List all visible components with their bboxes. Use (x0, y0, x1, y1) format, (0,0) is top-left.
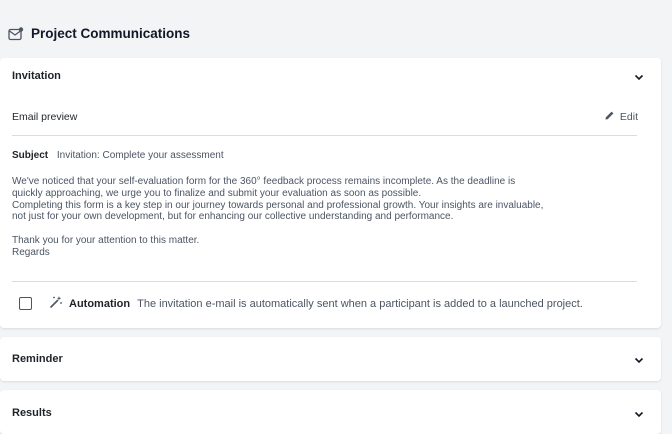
pencil-icon (604, 110, 615, 124)
email-body-line: Completing this form is a key step in our journey towards personal and professional growth. Your insights are invaluable, (12, 199, 544, 211)
email-body-line: not just for your own development, but for enhancing our collective understanding and performance. (12, 211, 454, 223)
results-title[interactable]: Results (12, 407, 52, 419)
subject-row (12, 150, 224, 161)
edit-button[interactable] (604, 110, 638, 124)
page-header (8, 26, 190, 41)
invitation-section (0, 58, 661, 328)
reminder-title[interactable]: Reminder (12, 353, 63, 365)
chevron-down-icon[interactable] (633, 354, 645, 366)
page-title: Project Communications (31, 26, 191, 41)
edit-label: Edit (619, 111, 638, 123)
subject-label: Subject (12, 150, 49, 161)
reminder-section[interactable] (0, 337, 661, 381)
email-body-line: We've noticed that your self-evaluation form for the 360° feedback process remains incomplete. As the deadline is (12, 176, 516, 187)
email-body (12, 176, 642, 259)
mail-notification-icon (8, 27, 24, 41)
chevron-down-icon[interactable] (633, 408, 645, 420)
email-body-line: Thank you for your attention to this matter. (12, 235, 200, 247)
email-body-line: quickly approaching, we urge you to finalize and submit your evaluation as soon as possible. (12, 187, 422, 199)
email-body-line: Regards (12, 246, 50, 258)
automation-title: Automation (69, 297, 131, 310)
magic-wand-icon (49, 295, 63, 312)
chevron-down-icon[interactable] (633, 71, 645, 83)
automation-description: The invitation e-mail is automatically sent when a participant is added to a launched project. (137, 297, 583, 310)
invitation-title[interactable]: Invitation (12, 70, 61, 82)
email-preview-label: Email preview (12, 111, 78, 123)
divider (12, 135, 637, 136)
automation-row (19, 295, 583, 312)
subject-value: Invitation: Complete your assessment (56, 150, 224, 161)
results-section[interactable] (0, 390, 661, 434)
divider (12, 281, 637, 282)
automation-checkbox[interactable] (19, 297, 32, 310)
